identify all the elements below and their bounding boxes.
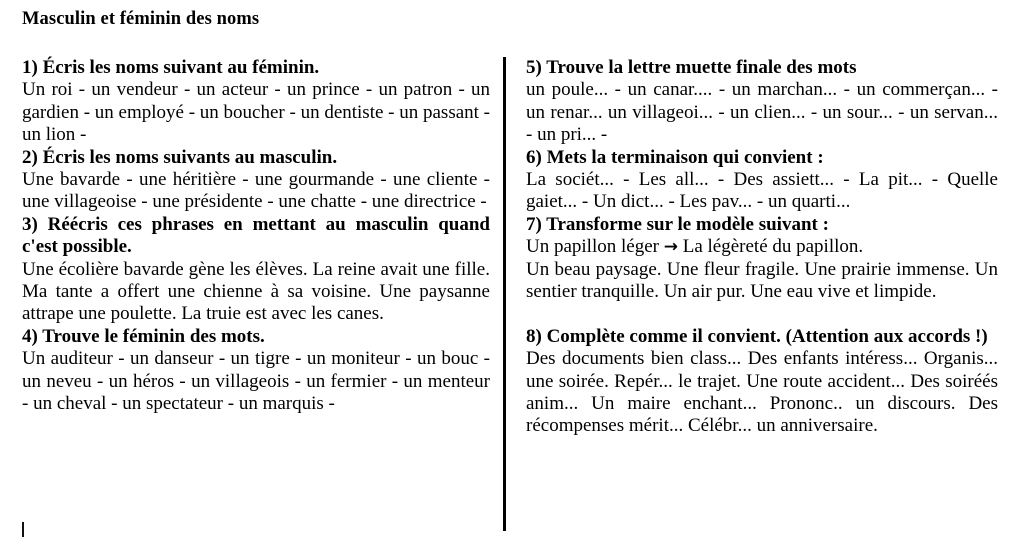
exercise-2-heading: 2) Écris les noms suivants au masculin. — [22, 146, 338, 168]
left-column — [22, 57, 490, 416]
right-column — [526, 57, 998, 438]
exercise-7-example-prefix: Un papillon léger — [526, 236, 659, 258]
text-cursor-caret — [22, 522, 24, 537]
exercise-3-heading: 3) Réécris ces phrases en mettant au masculin quand c'est possible. — [22, 213, 490, 258]
exercise-4-body: Un auditeur - un danseur - un tigre - un moniteur - un bouc - un neveu - un héros - un villageois - un fermier - un menteur - un cheval - un spectateur - un marquis - — [22, 348, 490, 415]
page-title: Masculin et féminin des noms — [22, 9, 260, 29]
exercise-8-spacer — [526, 303, 998, 325]
exercise-7-heading: 7) Transforme sur le modèle suivant : — [526, 213, 829, 235]
column-divider — [503, 57, 506, 531]
exercise-5-heading: 5) Trouve la lettre muette finale des mots — [526, 57, 857, 78]
exercise-6-heading: 6) Mets la terminaison qui convient : — [526, 146, 824, 168]
exercise-4-heading: 4) Trouve le féminin des mots. — [22, 325, 265, 347]
exercise-8-heading: 8) Complète comme il convient. (Attention aux accords !) — [526, 325, 988, 347]
exercise-7-body: Un beau paysage. Une fleur fragile. Une prairie immense. Un sentier tranquille. Un air pur. Une eau vive et limpide. — [526, 258, 998, 303]
exercise-7-example-suffix: La légèreté du papillon. — [682, 236, 864, 258]
exercise-3-body: Une écolière bavarde gène les élèves. La reine avait une fille. Ma tante a offert une chienne à sa voisine. Une paysanne attrape une poulette. La truie est avec les canes. — [22, 258, 490, 325]
exercise-2-body: Une bavarde - une héritière - une gourmande - une cliente - une villageoise - une présidente - une chatte - une directrice - — [22, 169, 490, 213]
exercise-1-heading: 1) Écris les noms suivant au féminin. — [22, 57, 320, 78]
exercise-8-body: Des documents bien class... Des enfants intéress... Organis... une soirée. Repér... le trajet. Une route accident... Des soiréés anim... Un maire enchant... Prononc.. un discours. Des récompenses mérit... Célébr... un anniversaire. — [526, 348, 998, 437]
exercise-6-body: La sociét... - Les all... - Des assiett... - La pit... - Quelle gaiet... - Un dict... - Les pav... - un quarti... — [526, 169, 998, 213]
exercise-7-example — [526, 236, 998, 258]
exercise-5-body: un poule... - un canar.... - un marchan... - un commerçan... - un renar... un villageoi... - un clien... - un sour... - un servan... - un pri... - — [526, 79, 998, 146]
exercise-1-body: Un roi - un vendeur - un acteur - un prince - un patron - un gardien - un employé - un boucher - un dentiste - un passant - un lion - — [22, 79, 491, 146]
right-arrow-icon: → — [663, 237, 678, 258]
